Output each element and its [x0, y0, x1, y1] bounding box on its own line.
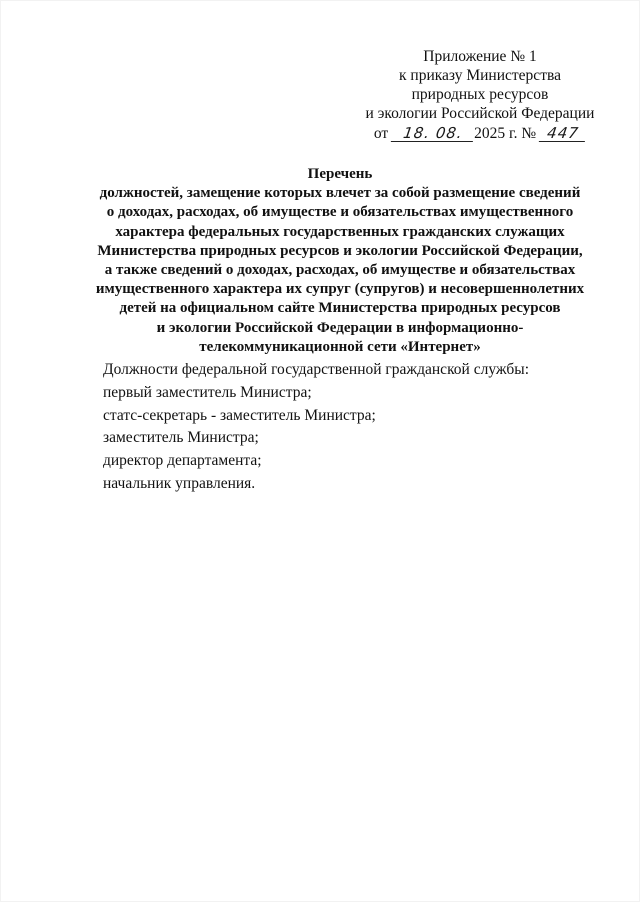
appendix-title: Приложение № 1 [423, 48, 537, 65]
title-line: о доходах, расходах, об имуществе и обязательствах имущественного [106, 204, 574, 221]
title-line: телекоммуникационной сети «Интернет» [199, 338, 481, 355]
appendix-ministry-line-2: и экологии Российской Федерации [365, 105, 595, 122]
appendix-order-ref: к приказу Министерства [399, 67, 561, 84]
appendix-ministry-line-1: природных ресурсов [411, 86, 549, 103]
appendix-header [330, 47, 630, 143]
positions-section [103, 359, 603, 496]
list-item: заместитель Министра; [103, 429, 259, 447]
title-heading: Перечень [307, 166, 373, 182]
handwritten-date: 18. 08. [391, 125, 475, 142]
title-line: имущественного характера их супруг (супругов) и несовершеннолетних [95, 281, 585, 298]
title-line: должностей, замещение которых влечет за собой размещение сведений [99, 185, 581, 202]
positions-list [103, 382, 603, 496]
list-item: первый заместитель Министра; [103, 383, 312, 401]
title-line: а также сведений о доходах, расходах, об имуществе и обязательствах [104, 262, 576, 279]
list-item: начальник управления. [103, 474, 256, 492]
list-item: статс-секретарь - заместитель Министра; [103, 406, 376, 424]
date-prefix: от [373, 125, 389, 142]
document-title [40, 165, 640, 357]
list-item: директор департамента; [103, 452, 262, 470]
title-line: Министерства природных ресурсов и экологии Российской Федерации, [97, 242, 583, 259]
title-line: и экологии Российской Федерации в информационно- [156, 319, 524, 336]
order-year-number-label: 2025 г. № [474, 125, 537, 142]
appendix-date-line [330, 124, 630, 143]
handwritten-order-number: 447 [539, 125, 587, 142]
title-line: характера федеральных государственных гражданских служащих [115, 223, 565, 240]
title-line: детей на официальном сайте Министерства природных ресурсов [119, 300, 561, 317]
positions-intro: Должности федеральной государственной гражданской службы: [103, 361, 530, 378]
